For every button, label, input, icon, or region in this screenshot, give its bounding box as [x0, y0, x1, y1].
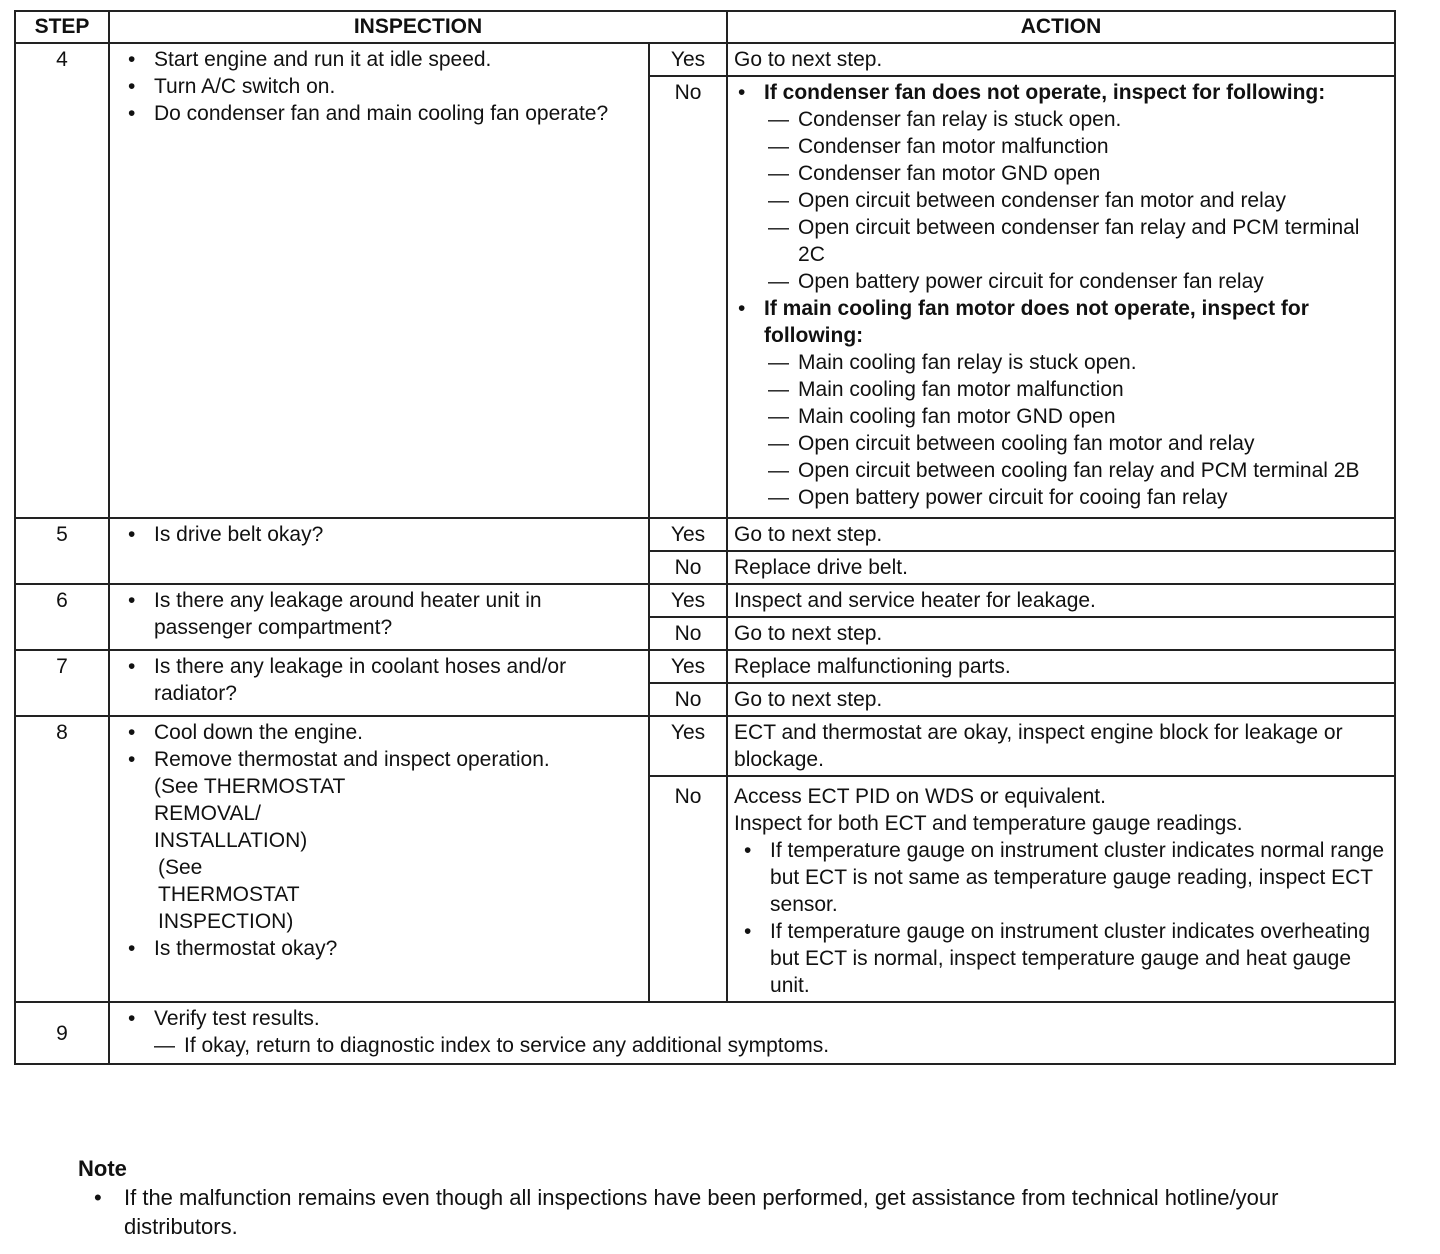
no-intro-line: Access ECT PID on WDS or equivalent. [734, 785, 1106, 808]
check-item: — Open circuit between condenser fan relay and PCM terminal 2C [768, 214, 1388, 268]
inspection-item: • Start engine and run it at idle speed. [116, 46, 642, 73]
step-row-6-yes [15, 584, 1395, 617]
check-item: — Condenser fan motor malfunction [768, 133, 1388, 160]
yes-label: Yes [649, 650, 727, 683]
inspection-item: • Is there any leakage around heater unit in passenger compartment? [116, 587, 642, 641]
no-action: Replace drive belt. [727, 551, 1395, 584]
no-label: No [649, 76, 727, 518]
yes-action: ECT and thermostat are okay, inspect engine block for leakage or blockage. [727, 716, 1395, 776]
yes-action: Go to next step. [727, 518, 1395, 551]
note-section [78, 1154, 1378, 1241]
check-item: — Open circuit between condenser fan motor and relay [768, 187, 1388, 214]
check-item: — Open battery power circuit for cooing fan relay [768, 484, 1388, 511]
reference-note: (See THERMOSTAT INSPECTION) [158, 856, 300, 933]
header-step: STEP [15, 11, 109, 43]
step-number: 8 [15, 716, 109, 1002]
step-row-7-yes [15, 650, 1395, 683]
note-title: Note [78, 1156, 127, 1181]
inspection-cell [109, 650, 649, 716]
inspection-cell [109, 43, 649, 518]
inspection-item: • Is drive belt okay? [116, 521, 642, 548]
step-number: 9 [15, 1002, 109, 1064]
group-heading: • If main cooling fan motor does not operate, inspect for following: [764, 297, 1309, 347]
inspection-item: • Is there any leakage in coolant hoses and/or radiator? [116, 653, 642, 707]
no-action [727, 76, 1395, 518]
header-row [15, 11, 1395, 43]
check-item: — Main cooling fan relay is stuck open. [768, 349, 1388, 376]
inspection-item: • Verify test results. [116, 1005, 1388, 1032]
no-label: No [649, 617, 727, 650]
check-item: — Open battery power circuit for condenser fan relay [768, 268, 1388, 295]
yes-label: Yes [649, 518, 727, 551]
no-label: No [649, 776, 727, 1002]
inspection-cell [109, 518, 649, 584]
no-label: No [649, 551, 727, 584]
note-item: • If the malfunction remains even though all inspections have been performed, get assistance from technical hotline/your distributors. [78, 1183, 1378, 1241]
step-number: 4 [15, 43, 109, 518]
no-action: Go to next step. [727, 683, 1395, 716]
yes-label: Yes [649, 716, 727, 776]
step-number: 5 [15, 518, 109, 584]
yes-action: Go to next step. [727, 43, 1395, 76]
check-item: — Main cooling fan motor GND open [768, 403, 1388, 430]
step-number: 7 [15, 650, 109, 716]
check-item: • If temperature gauge on instrument cluster indicates normal range but ECT is not same as temperature gauge reading, inspect ECT sensor. [732, 837, 1388, 918]
inspection-item: • Turn A/C switch on. [116, 73, 642, 100]
inspection-cell [109, 1002, 1395, 1064]
no-action: Go to next step. [727, 617, 1395, 650]
step-row-9 [15, 1002, 1395, 1064]
no-action-group [726, 295, 1388, 349]
step-row-8-yes [15, 716, 1395, 776]
check-item: — Condenser fan motor GND open [768, 160, 1388, 187]
step-row-5-yes [15, 518, 1395, 551]
no-action-group [726, 79, 1388, 106]
step-number: 6 [15, 584, 109, 650]
diagnostic-table [14, 10, 1396, 1065]
yes-label: Yes [649, 43, 727, 76]
check-item: — Open circuit between cooling fan motor and relay [768, 430, 1388, 457]
check-item: — Open circuit between cooling fan relay and PCM terminal 2B [768, 457, 1388, 484]
yes-label: Yes [649, 584, 727, 617]
inspection-item: • Do condenser fan and main cooling fan operate? [116, 100, 642, 127]
check-item: • If temperature gauge on instrument cluster indicates overheating but ECT is normal, inspect temperature gauge and heat gauge unit. [732, 918, 1388, 999]
header-inspection: INSPECTION [109, 11, 727, 43]
no-intro-line: Inspect for both ECT and temperature gauge readings. [734, 812, 1243, 835]
header-action: ACTION [727, 11, 1395, 43]
inspection-cell [109, 584, 649, 650]
inspection-item: • Cool down the engine. [116, 719, 642, 746]
yes-action: Replace malfunctioning parts. [727, 650, 1395, 683]
check-item: — Main cooling fan motor malfunction [768, 376, 1388, 403]
check-item: — Condenser fan relay is stuck open. [768, 106, 1388, 133]
no-label: No [649, 683, 727, 716]
step-row-4-yes [15, 43, 1395, 76]
reference-note: (See THERMOSTAT REMOVAL/ INSTALLATION) [154, 775, 345, 852]
yes-action: Inspect and service heater for leakage. [727, 584, 1395, 617]
no-action [727, 776, 1395, 1002]
sub-item: — If okay, return to diagnostic index to service any additional symptoms. [154, 1032, 1388, 1059]
inspection-item: • Remove thermostat and inspect operation. [116, 746, 642, 773]
inspection-item: • Is thermostat okay? [116, 935, 642, 962]
group-heading: • If condenser fan does not operate, inspect for following: [764, 81, 1326, 104]
inspection-cell [109, 716, 649, 1002]
